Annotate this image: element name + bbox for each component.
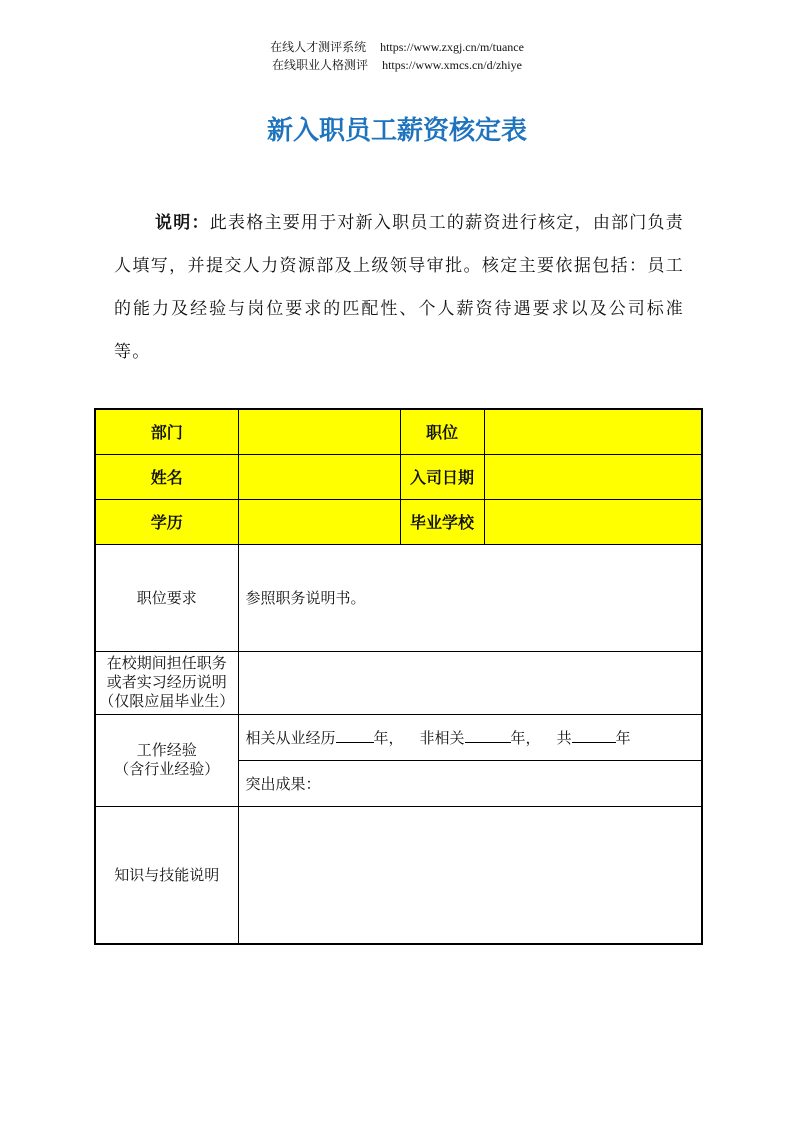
related-years-blank[interactable] [336,726,374,743]
unrelated-year-unit: 年， [510,729,541,747]
school-experience-field[interactable] [238,651,702,714]
position-label: 职位 [400,409,484,454]
intro-body: 此表格主要用于对新入职员工的薪资进行核定，由部门负责人填写，并提交人力资源部及上级领导审批。核定主要依据包括：员工的能力及经验与岗位要求的匹配性、个人薪资待遇要求以及公司标准等。 [114,213,684,362]
school-experience-label [95,651,238,714]
related-year-unit: 年， [373,729,404,747]
intro-lead: 说明： [155,213,210,233]
salary-form-table [94,408,703,945]
page-title: 新入职员工薪资核定表 [266,116,527,146]
table-row [95,806,702,944]
table-row [95,499,702,544]
unrelated-years-blank[interactable] [465,726,511,743]
achievement-field[interactable] [238,760,702,806]
name-label: 姓名 [95,454,238,499]
table-row [95,714,702,760]
skills-label: 知识与技能说明 [95,806,238,944]
join-date-label: 入司日期 [400,454,484,499]
requirement-label: 职位要求 [95,544,238,651]
header-personality-label: 在线职业人格测评 [272,58,369,72]
work-exp-line-1: 工作经验 [136,741,197,759]
achievement-label: 突出成果： [245,774,321,793]
work-experience-label [95,714,238,806]
dept-label: 部门 [95,409,238,454]
name-field[interactable] [238,454,400,499]
school-label: 毕业学校 [400,499,484,544]
table-row [95,409,702,454]
header-personality-url[interactable]: https://www.xmcs.cn/d/zhiye [382,58,522,72]
total-label: 共 [556,729,572,747]
dept-field[interactable] [238,409,400,454]
header-system-label: 在线人才测评系统 [270,40,367,54]
related-label: 相关从业经历 [245,729,336,747]
header-line-1 [0,38,794,55]
total-years-blank[interactable] [572,726,616,743]
requirement-value[interactable]: 参照职务说明书。 [238,544,702,651]
header-line-2 [0,56,794,73]
school-field[interactable] [484,499,702,544]
table-row [95,651,702,714]
total-year-unit: 年 [615,729,631,747]
header-system-url[interactable]: https://www.zxgj.cn/m/tuance [380,40,524,54]
table-row [95,544,702,651]
education-field[interactable] [238,499,400,544]
education-label: 学历 [95,499,238,544]
work-years-field[interactable] [238,714,702,760]
position-field[interactable] [484,409,702,454]
table-row [95,454,702,499]
intro-paragraph [114,202,684,374]
skills-field[interactable] [238,806,702,944]
join-date-field[interactable] [484,454,702,499]
school-exp-line-3: （仅限应届毕业生） [99,692,235,710]
school-exp-line-2: 或者实习经历说明 [106,673,227,691]
unrelated-label: 非相关 [419,729,465,747]
work-exp-line-2: （含行业经验） [114,760,220,778]
school-exp-line-1: 在校期间担任职务 [106,654,227,672]
